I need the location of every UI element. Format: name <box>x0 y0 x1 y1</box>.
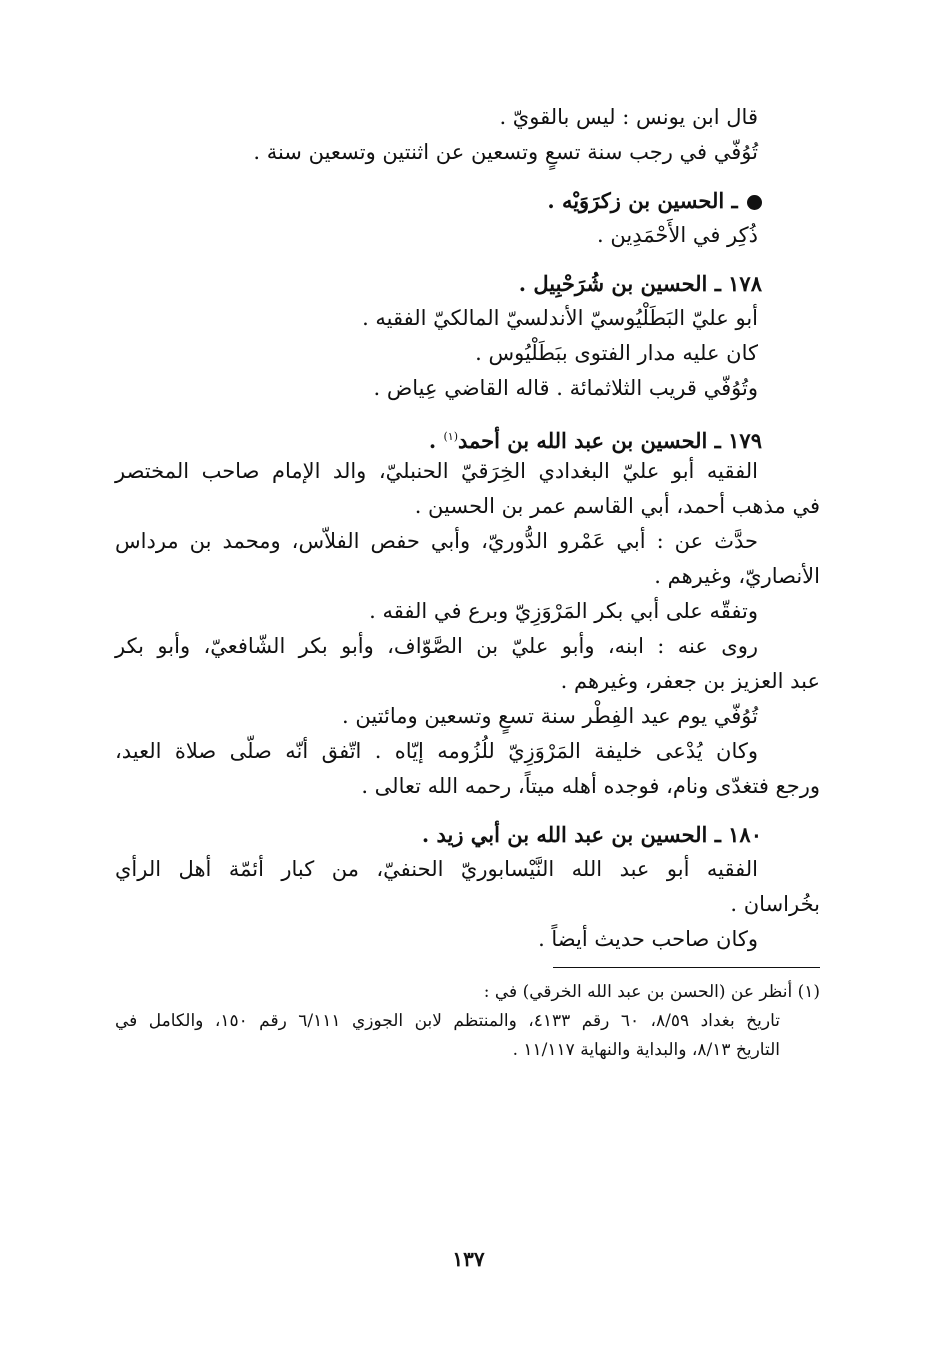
text-line: الأنصاريّ، وغيرهم . <box>654 564 820 588</box>
bullet-icon <box>747 195 762 210</box>
entry-heading-text: ١٨٠ ـ الحسين بن عبد الله بن أبي زيد . <box>421 822 762 847</box>
footnote-marker: (١) <box>443 430 458 443</box>
footnote-line: تاريخ بغداد ٨/٥٩، ٦٠ رقم ٤١٣٣، والمنتظم لابن الجوزي ٦/١١١ رقم ١٥٠، والكامل في <box>115 1011 780 1031</box>
entry-heading <box>115 266 820 301</box>
text-line: وتفقّه على أبي بكر المَرْوَزِيّ وبرع في الفقه . <box>369 599 758 623</box>
text-line: كان عليه مدار الفتوى ببَطَلْيُوس . <box>475 341 758 365</box>
entry-heading <box>115 183 820 218</box>
text-line: ذُكِر في الأَحْمَدِين . <box>597 223 758 247</box>
text-line: الفقيه أبو عبد الله النَّيْسابوريّ الحنفيّ، من كبار أئمّة أهل الرأي <box>115 857 758 881</box>
text-line: الفقيه أبو عليّ البغدادي الخِرَقيّ الحنبليّ، والد الإمام صاحب المختصر <box>115 459 758 483</box>
entry-heading <box>115 817 820 852</box>
footnote-line: التاريخ ٨/١٣، والبداية والنهاية ١١/١١٧ . <box>512 1040 780 1060</box>
entry-heading-text: ١٧٨ ـ الحسين بن شُرَحْبِيل . <box>518 271 762 296</box>
text-line: ورجع فتغدّى ونام، فوجده أهله ميتاً، رحمه الله تعالى . <box>361 774 820 798</box>
text-line: تُوُفّي في رجب سنة تسعٍ وتسعين عن اثنتين وتسعين سنة . <box>253 140 758 164</box>
text-line: وتُوُفّي قريب الثلاثمائة . قاله القاضي عِياض . <box>373 376 758 400</box>
text-line: في مذهب أحمد، أبي القاسم عمر بن الحسين . <box>414 494 820 518</box>
text-line: أبو عليّ البَطَلْيُوسيّ الأندلسيّ المالكيّ الفقيه . <box>362 306 758 330</box>
entry-heading-text: ١٧٩ ـ الحسين بن عبد الله بن أحمد <box>458 428 762 453</box>
text-line: وكان يُدْعى خليفة المَرْوَزِيّ للُزُومه إيّاه . اتّفق أنّه صلّى صلاة العيد، <box>115 739 758 763</box>
page-body <box>115 100 820 1065</box>
text-line: عبد العزيز بن جعفر، وغيرهم . <box>560 669 820 693</box>
entry-heading: ١٧٩ ـ الحسين بن عبد الله بن أحمد$^{(١)}$ . <box>428 428 762 453</box>
page-number: ١٣٧ <box>452 1247 485 1271</box>
text-line: وكان صاحب حديث أيضاً . <box>538 927 758 951</box>
text-line: روى عنه : ابنه، وأبو عليّ بن الصَّوّاف، وأبو بكر الشّافعيّ، وأبو بكر <box>115 634 758 658</box>
text-line: حدَّث عن : أبي عَمْرو الدُّوريّ، وأبي حفص الفلاّس، ومحمد بن مرداس <box>115 529 758 553</box>
entry-heading-text: ـ الحسين بن زكرَوَيْه . <box>547 188 738 213</box>
text-line: تُوُفّي يوم عيد الفِطْر سنة تسعٍ وتسعين ومائتين . <box>342 704 758 728</box>
text-line: قال ابن يونس : ليس بالقويّ . <box>499 105 758 129</box>
footnote-divider <box>553 967 820 968</box>
text-line: بخُراسان . <box>730 892 820 916</box>
footnote-line: (١) أنظر عن (الحسن بن عبد الله الخرقي) في : <box>483 982 820 1002</box>
